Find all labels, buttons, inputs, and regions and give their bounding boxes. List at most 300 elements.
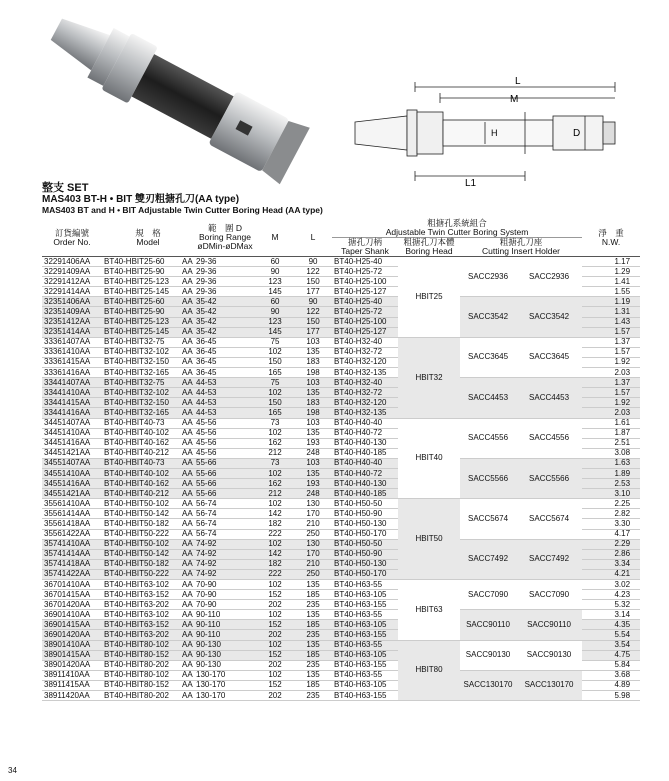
table-cell: AA — [182, 670, 193, 680]
table-cell: AA — [182, 347, 193, 357]
table-cell: 35741410AA — [42, 539, 102, 549]
table-cell: AA — [182, 690, 193, 700]
boring-head-cell: HBIT32 — [398, 337, 460, 418]
table-cell: BT40-HBIT32-102 — [102, 347, 180, 357]
insert-holder-cell: SACC3542 — [516, 297, 582, 337]
table-cell: BT40-HBIT63-102 — [102, 610, 180, 620]
table-cell: BT40-HBIT63-102 — [102, 580, 180, 590]
table-cell: 74-92 — [194, 569, 256, 579]
table-row — [42, 539, 640, 549]
table-cell: 35741418AA — [42, 559, 102, 569]
table-cell: 193 — [294, 438, 332, 448]
main-title-cn: MAS403 BT-H • BIT 雙刃粗搪孔刀(AA type) — [42, 194, 240, 205]
table-cell: 235 — [294, 691, 332, 701]
table-cell: BT40-H63-55 — [332, 640, 398, 650]
insert-holder-cell: SACC7090 — [516, 580, 582, 610]
table-cell: 135 — [294, 580, 332, 590]
table-cell: 35561422AA — [42, 529, 102, 539]
table-cell: AA — [182, 660, 193, 670]
table-cell: 74-92 — [194, 559, 256, 569]
table-cell: 150 — [256, 357, 294, 367]
table-cell: BT40-H50-90 — [332, 549, 398, 559]
boring-head-cell: HBIT40 — [398, 418, 460, 499]
table-cell: BT40-H32-72 — [332, 347, 398, 357]
table-cell: 130-170 — [194, 680, 256, 690]
table-cell: 3.10 — [582, 489, 640, 499]
table-cell: 103 — [294, 458, 332, 468]
table-cell: 102 — [256, 388, 294, 398]
table-cell: 2.82 — [582, 509, 640, 519]
table-cell: BT40-H40-185 — [332, 489, 398, 499]
table-row — [42, 499, 640, 509]
table-cell: AA — [182, 478, 193, 488]
table-cell: 32291406AA — [42, 257, 102, 267]
table-cell: AA — [182, 468, 193, 478]
table-cell: 135 — [294, 640, 332, 650]
table-cell: 142 — [256, 549, 294, 559]
table-cell: 248 — [294, 489, 332, 499]
table-row — [42, 670, 640, 680]
set-title: 整支 SET — [42, 182, 89, 194]
table-cell: 4.89 — [582, 680, 640, 690]
table-cell: 56-74 — [194, 519, 256, 529]
table-cell: AA — [182, 357, 193, 367]
table-cell: BT40-H40-185 — [332, 448, 398, 458]
table-cell: 202 — [256, 600, 294, 610]
table-cell: 1.55 — [582, 287, 640, 297]
table-cell: 3.30 — [582, 519, 640, 529]
table-cell: 1.87 — [582, 428, 640, 438]
table-cell: BT40-H32-40 — [332, 378, 398, 388]
table-cell: 130-170 — [194, 691, 256, 701]
table-cell: 35-42 — [194, 317, 256, 327]
table-cell: AA — [182, 458, 193, 468]
col-order: 訂貨編號 Order No. — [42, 219, 102, 257]
table-cell: BT40-H63-105 — [332, 650, 398, 660]
table-cell: 198 — [294, 408, 332, 418]
table-cell: 2.53 — [582, 479, 640, 489]
table-cell: BT40-HBIT50-102 — [102, 539, 180, 549]
insert-holder-cell: SACC7492 — [516, 539, 582, 579]
table-cell: AA — [182, 428, 193, 438]
table-cell: BT40-HBIT25-60 — [102, 297, 180, 307]
table-cell: 35-42 — [194, 327, 256, 337]
table-cell: 4.21 — [582, 569, 640, 579]
table-cell: 75 — [256, 378, 294, 388]
table-cell: BT40-H50-50 — [332, 499, 398, 509]
table-cell: 38901410AA — [42, 640, 102, 650]
table-cell: BT40-HBIT63-202 — [102, 630, 180, 640]
table-cell: BT40-HBIT80-152 — [102, 680, 180, 690]
table-cell: BT40-H50-90 — [332, 509, 398, 519]
table-cell: 73 — [256, 458, 294, 468]
table-cell: 38911415AA — [42, 680, 102, 690]
table-cell: 38911410AA — [42, 670, 102, 680]
table-cell: 90 — [294, 297, 332, 307]
table-cell: AA — [182, 488, 193, 498]
table-cell: 35-42 — [194, 307, 256, 317]
table-cell: BT40-H50-130 — [332, 559, 398, 569]
insert-holder-cell: SACC90130 — [516, 640, 582, 670]
table-cell: BT40-HBIT32-150 — [102, 357, 180, 367]
main-title-en: MAS403 BT and H • BIT Adjustable Twin Cutter Boring Head (AA type) — [42, 205, 323, 215]
table-cell: 29-36 — [194, 287, 256, 297]
table-cell: 34551416AA — [42, 479, 102, 489]
table-cell: BT40-HBIT40-212 — [102, 489, 180, 499]
table-cell: 182 — [256, 559, 294, 569]
table-cell: BT40-HBIT25-90 — [102, 267, 180, 277]
table-cell: 165 — [256, 408, 294, 418]
table-cell: 135 — [294, 670, 332, 680]
table-row — [42, 297, 640, 307]
table-cell: 55-66 — [194, 479, 256, 489]
table-cell: BT40-HBIT80-152 — [102, 650, 180, 660]
table-cell: 185 — [294, 590, 332, 600]
table-cell: 102 — [256, 499, 294, 509]
table-cell: BT40-H32-120 — [332, 357, 398, 367]
table-cell: 102 — [256, 670, 294, 680]
table-cell: BT40-H40-40 — [332, 418, 398, 428]
table-cell: 183 — [294, 398, 332, 408]
table-cell: 70-90 — [194, 590, 256, 600]
table-cell: AA — [182, 367, 193, 377]
table-cell: 35741422AA — [42, 569, 102, 579]
insert-holder-cell: SACC2936 — [516, 257, 582, 297]
table-cell: 222 — [256, 529, 294, 539]
table-cell: 36901420AA — [42, 630, 102, 640]
table-cell: 165 — [256, 368, 294, 378]
table-cell: AA — [182, 286, 193, 296]
table-cell: 32351406AA — [42, 297, 102, 307]
table-cell: 32351412AA — [42, 317, 102, 327]
table-cell: 122 — [294, 307, 332, 317]
table-cell: 75 — [256, 337, 294, 347]
table-cell: 1.43 — [582, 317, 640, 327]
insert-holder-cell: SACC4453 — [460, 378, 516, 418]
table-cell: AA — [182, 438, 193, 448]
table-cell: 235 — [294, 630, 332, 640]
table-cell: 36701420AA — [42, 600, 102, 610]
table-cell: BT40-H50-170 — [332, 569, 398, 579]
table-cell: 2.25 — [582, 499, 640, 509]
table-cell: AA — [182, 650, 193, 660]
table-cell: BT40-HBIT40-102 — [102, 468, 180, 478]
table-cell: 29-36 — [194, 257, 256, 267]
table-cell: BT40-HBIT25-145 — [102, 327, 180, 337]
table-cell: 102 — [256, 347, 294, 357]
table-cell: 70-90 — [194, 580, 256, 590]
table-cell: 45-56 — [194, 448, 256, 458]
table-cell: 33361415AA — [42, 357, 102, 367]
table-cell: BT40-H32-120 — [332, 398, 398, 408]
table-cell: 183 — [294, 357, 332, 367]
table-cell: 130-170 — [194, 670, 256, 680]
table-cell: 55-66 — [194, 458, 256, 468]
table-cell: BT40-H63-55 — [332, 610, 398, 620]
insert-holder-cell: SACC90110 — [516, 610, 582, 640]
table-cell: 34551421AA — [42, 489, 102, 499]
table-cell: 235 — [294, 660, 332, 670]
table-cell: 235 — [294, 600, 332, 610]
table-cell: 102 — [256, 428, 294, 438]
table-cell: BT40-HBIT80-202 — [102, 660, 180, 670]
table-cell: 33361407AA — [42, 337, 102, 347]
table-cell: 2.03 — [582, 408, 640, 418]
table-row — [42, 257, 640, 267]
table-cell: 1.17 — [582, 257, 640, 267]
table-cell: AA — [182, 518, 193, 528]
table-cell: AA — [182, 266, 193, 276]
table-cell: BT40-H32-135 — [332, 368, 398, 378]
insert-holder-cell: SACC5566 — [516, 458, 582, 498]
table-cell: 123 — [256, 277, 294, 287]
table-cell: 3.68 — [582, 670, 640, 680]
table-cell: BT40-H50-50 — [332, 539, 398, 549]
table-cell: 34551407AA — [42, 458, 102, 468]
table-cell: 34551410AA — [42, 468, 102, 478]
table-cell: BT40-HBIT32-75 — [102, 378, 180, 388]
table-cell: BT40-H32-40 — [332, 337, 398, 347]
table-row — [42, 418, 640, 428]
table-cell: 38911420AA — [42, 691, 102, 701]
col-range: 範 圍 D Boring Range øDMin-øDMax — [194, 219, 256, 257]
table-cell: 33441416AA — [42, 408, 102, 418]
table-cell: 34451407AA — [42, 418, 102, 428]
table-cell: BT40-HBIT40-102 — [102, 428, 180, 438]
table-cell: 1.92 — [582, 398, 640, 408]
table-cell: AA — [182, 307, 193, 317]
table-cell: BT40-H63-155 — [332, 630, 398, 640]
table-cell: BT40-HBIT50-142 — [102, 549, 180, 559]
insert-holder-cell: SACC4453 — [516, 378, 582, 418]
table-cell: 32351409AA — [42, 307, 102, 317]
table-cell: 250 — [294, 529, 332, 539]
table-cell: 70-90 — [194, 600, 256, 610]
table-cell: 55-66 — [194, 468, 256, 478]
table-cell: 150 — [294, 317, 332, 327]
table-cell: 44-53 — [194, 398, 256, 408]
table-cell: BT40-H25-72 — [332, 267, 398, 277]
dim-L: L — [515, 76, 521, 87]
table-cell: 210 — [294, 519, 332, 529]
table-cell: 198 — [294, 368, 332, 378]
table-cell: 60 — [256, 257, 294, 267]
table-cell: BT40-H25-127 — [332, 327, 398, 337]
table-cell: 130 — [294, 539, 332, 549]
table-cell: 74-92 — [194, 549, 256, 559]
table-cell: BT40-H25-72 — [332, 307, 398, 317]
table-cell: BT40-H63-105 — [332, 620, 398, 630]
table-cell: BT40-H25-100 — [332, 277, 398, 287]
table-cell: 1.57 — [582, 327, 640, 337]
table-cell: 103 — [294, 418, 332, 428]
table-cell: BT40-H40-40 — [332, 458, 398, 468]
table-cell: 182 — [256, 519, 294, 529]
table-cell: 4.23 — [582, 590, 640, 600]
dimension-drawing — [345, 72, 650, 192]
table-cell: 45-56 — [194, 438, 256, 448]
table-cell: 5.32 — [582, 600, 640, 610]
table-cell: AA — [182, 609, 193, 619]
table-cell: 2.29 — [582, 539, 640, 549]
table-cell: 32351414AA — [42, 327, 102, 337]
table-cell: 90-110 — [194, 610, 256, 620]
table-cell: 135 — [294, 428, 332, 438]
table-cell: 3.34 — [582, 559, 640, 569]
table-cell: 248 — [294, 448, 332, 458]
col-nw: 淨 重 N.W. — [582, 219, 640, 257]
table-cell: 5.54 — [582, 630, 640, 640]
insert-holder-cell: SACC7492 — [460, 539, 516, 579]
table-cell: BT40-HBIT50-182 — [102, 559, 180, 569]
table-cell: 135 — [294, 347, 332, 357]
boring-head-cell: HBIT80 — [398, 640, 460, 701]
table-cell: BT40-HBIT50-222 — [102, 529, 180, 539]
table-cell: BT40-HBIT80-202 — [102, 691, 180, 701]
table-cell: BT40-HBIT40-73 — [102, 458, 180, 468]
table-cell: 170 — [294, 549, 332, 559]
table-cell: BT40-HBIT63-202 — [102, 600, 180, 610]
table-cell: 130 — [294, 499, 332, 509]
table-cell: 90-130 — [194, 650, 256, 660]
table-cell: 150 — [294, 277, 332, 287]
table-cell: 122 — [294, 267, 332, 277]
table-cell: 1.57 — [582, 388, 640, 398]
table-cell: 152 — [256, 620, 294, 630]
table-cell: 90-110 — [194, 620, 256, 630]
table-cell: 32291409AA — [42, 267, 102, 277]
table-cell: 1.63 — [582, 458, 640, 468]
boring-head-cell: HBIT25 — [398, 257, 460, 338]
table-cell: 33441415AA — [42, 398, 102, 408]
table-cell: 145 — [256, 287, 294, 297]
table-cell: 32291414AA — [42, 287, 102, 297]
table-cell: 36-45 — [194, 368, 256, 378]
table-cell: 36-45 — [194, 357, 256, 367]
table-cell: 45-56 — [194, 428, 256, 438]
table-cell: 32291412AA — [42, 277, 102, 287]
table-cell: AA — [182, 539, 193, 549]
table-cell: AA — [182, 508, 193, 518]
table-cell: 4.17 — [582, 529, 640, 539]
table-cell: AA — [182, 498, 193, 508]
dim-L1: L1 — [465, 178, 477, 189]
table-cell: 35741414AA — [42, 549, 102, 559]
table-cell: 202 — [256, 660, 294, 670]
table-cell: AA — [182, 296, 193, 306]
table-cell: AA — [182, 407, 193, 417]
table-cell: BT40-H25-40 — [332, 257, 398, 267]
table-cell: 3.02 — [582, 580, 640, 590]
table-cell: AA — [182, 327, 193, 337]
table-cell: AA — [182, 256, 193, 266]
table-cell: BT40-H50-130 — [332, 519, 398, 529]
insert-holder-cell: SACC7090 — [460, 580, 516, 610]
table-cell: 73 — [256, 418, 294, 428]
table-cell: 1.19 — [582, 297, 640, 307]
table-cell: 56-74 — [194, 509, 256, 519]
table-cell: AA — [182, 276, 193, 286]
table-cell: 212 — [256, 448, 294, 458]
table-cell: BT40-H40-130 — [332, 479, 398, 489]
table-cell: 102 — [256, 640, 294, 650]
table-cell: 1.57 — [582, 347, 640, 357]
table-cell: 55-66 — [194, 489, 256, 499]
table-cell: AA — [182, 448, 193, 458]
title-block — [42, 183, 642, 215]
table-cell: BT40-HBIT40-162 — [102, 438, 180, 448]
table-cell: 44-53 — [194, 388, 256, 398]
table-cell: BT40-H25-40 — [332, 297, 398, 307]
table-cell: AA — [182, 377, 193, 387]
table-cell: 185 — [294, 680, 332, 690]
table-cell: AA — [182, 559, 193, 569]
table-cell: 60 — [256, 297, 294, 307]
table-row — [42, 378, 640, 388]
table-cell: BT40-HBIT50-102 — [102, 499, 180, 509]
insert-holder-cell: SACC5674 — [516, 499, 582, 539]
page-number: 34 — [8, 766, 17, 775]
table-cell: 142 — [256, 509, 294, 519]
table-cell: 135 — [294, 468, 332, 478]
table-cell: 34451421AA — [42, 448, 102, 458]
table-cell: BT40-HBIT63-152 — [102, 590, 180, 600]
table-cell: 2.86 — [582, 549, 640, 559]
table-cell: 212 — [256, 489, 294, 499]
table-row — [42, 458, 640, 468]
table-cell: 35561410AA — [42, 499, 102, 509]
insert-holder-cell: SACC90110 — [460, 610, 516, 640]
table-cell: BT40-H63-155 — [332, 660, 398, 670]
table-cell: BT40-HBIT25-123 — [102, 317, 180, 327]
table-row — [42, 337, 640, 347]
table-cell: 44-53 — [194, 378, 256, 388]
table-cell: 177 — [294, 327, 332, 337]
table-cell: AA — [182, 680, 193, 690]
table-cell: 1.92 — [582, 357, 640, 367]
dim-M: M — [510, 94, 519, 105]
table-cell: BT40-H40-72 — [332, 428, 398, 438]
col-taper: 搪孔刀柄 Taper Shank — [332, 238, 398, 257]
table-cell: 90-110 — [194, 630, 256, 640]
table-cell: 35561414AA — [42, 509, 102, 519]
table-cell: 162 — [256, 479, 294, 489]
table-cell: 210 — [294, 559, 332, 569]
boring-head-photo — [30, 5, 330, 185]
col-head: 粗搪孔刀本體 Boring Head — [398, 238, 460, 257]
table-cell: BT40-HBIT50-182 — [102, 519, 180, 529]
table-cell: BT40-H40-130 — [332, 438, 398, 448]
table-cell: BT40-HBIT32-150 — [102, 398, 180, 408]
table-cell: 90 — [256, 307, 294, 317]
table-cell: 1.41 — [582, 277, 640, 287]
table-cell: 152 — [256, 680, 294, 690]
table-cell: 2.03 — [582, 368, 640, 378]
table-cell: 90 — [256, 267, 294, 277]
table-cell: BT40-H40-72 — [332, 468, 398, 478]
table-cell: 102 — [256, 580, 294, 590]
table-cell: 1.37 — [582, 337, 640, 347]
table-cell: AA — [182, 549, 193, 559]
insert-holder-cell: SACC130170 — [516, 670, 582, 700]
table-cell: 102 — [256, 468, 294, 478]
table-cell: BT40-HBIT25-123 — [102, 277, 180, 287]
table-cell: BT40-HBIT25-145 — [102, 287, 180, 297]
table-cell: AA — [182, 589, 193, 599]
table-cell: 74-92 — [194, 539, 256, 549]
table-cell: 3.08 — [582, 448, 640, 458]
table-cell: AA — [182, 418, 193, 428]
